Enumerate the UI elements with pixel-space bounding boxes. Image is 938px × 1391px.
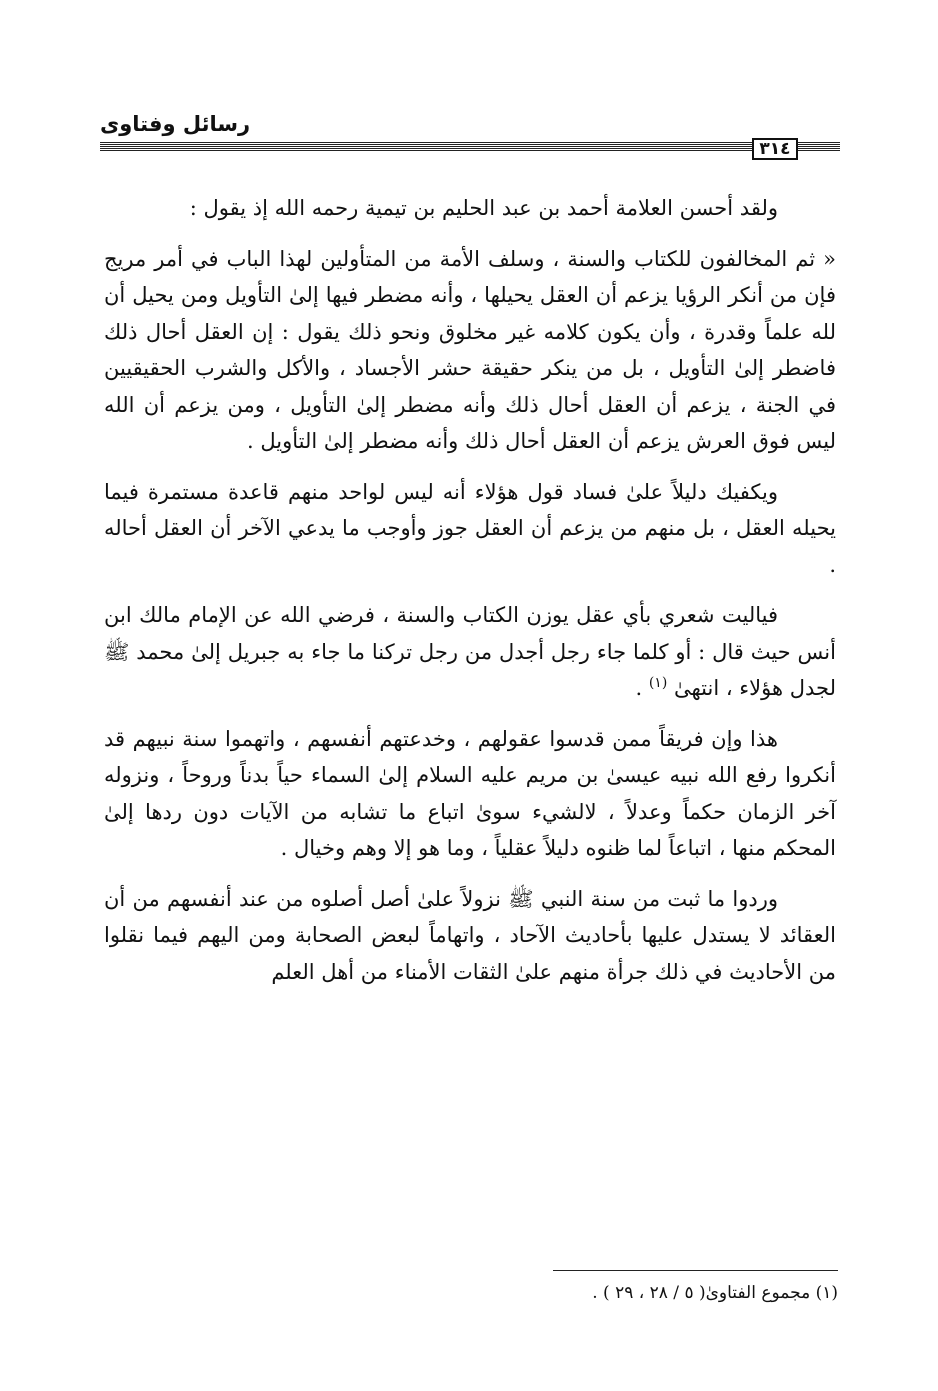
footnote-reference: (١) [648, 675, 668, 691]
footnote-separator [553, 1270, 838, 1271]
paragraph-malik-text: فياليت شعري بأي عقل يوزن الكتاب والسنة ، فرضي الله عن الإمام مالك ابن أنس حيث قال : أو كلما جاء رجل أجدل من رجل تركنا ما جاء به جبريل إلىٰ محمد ﷺ لجدل هؤلاء ، انتهىٰ [104, 603, 836, 700]
paragraph-sufficiency: ويكفيك دليلاً علىٰ فساد قول هؤلاء أنه ليس لواحد منهم قاعدة مستمرة فيما يحيله العقل ، بل منهم من يزعم أن العقل جوز وأوجب ما يدعي الآخر أن العقل أحاله . [104, 479, 836, 577]
header-rule-left [100, 142, 752, 152]
header-rule [100, 138, 840, 160]
header-rule-right [798, 142, 840, 152]
paragraph-malik-end: . [635, 676, 649, 700]
paragraph-sunnah: وردوا ما ثبت من سنة النبي ﷺ نزولاً علىٰ أصل أصلوه من عند أنفسهم من أن العقائد لا يستدل عليها بأحاديث الآحاد ، واتهاماً لبعض الصحابة ومن اليهم فيما نقلوا من الأحاديث في ذلك جرأة منهم علىٰ الثقات الأمناء من أهل العلم [104, 886, 836, 984]
paragraph-isa: هذا وإن فريقاً ممن قدسوا عقولهم ، وخدعتهم أنفسهم ، واتهموا سنة نبيهم قد أنكروا رفع الله نبيه عيسىٰ بن مريم عليه السلام إلىٰ السماء حياً بدناً وروحاً ، ونزوله آخر الزمان حكماً وعدلاً ، لالشيء سوىٰ اتباع ما تشابه من الآيات دون ردها إلىٰ المحكم منها ، اتباعاً لما ظنوه دليلاً عقلياً ، وما هو إلا وهم وخيال . [104, 726, 836, 860]
running-header-book-title: رسائل وفتاوى [100, 112, 251, 136]
paragraph-quote: « ثم المخالفون للكتاب والسنة ، وسلف الأمة من المتأولين لهذا الباب في أمر مريج فإن من أنكر الرؤيا يزعم أن العقل يحيلها ، وأنه مضطر فيها إلىٰ التأويل ومن يحيل أن لله علماً وقدرة ، وأن يكون كلامه غير مخلوق ونحو ذلك يقول : إن العقل أحال ذلك فاضطر إلىٰ التأويل ، بل من ينكر حقيقة حشر الأجساد ، والأكل والشرب الحقيقيين في الجنة ، يزعم أن العقل أحال ذلك وأنه مضطر إلىٰ التأويل ، ومن يزعم أن الله ليس فوق العرش يزعم أن العقل أحال ذلك وأنه مضطر إلىٰ التأويل . [104, 246, 836, 453]
page-number: ٣١٤ [752, 138, 798, 160]
paragraph-malik [104, 597, 836, 707]
footnote: (١) مجموع الفتاوىٰ( ٥ / ٢٨ ، ٢٩ ) . [592, 1283, 838, 1303]
body-text [104, 190, 836, 1004]
paragraph-intro: ولقد أحسن العلامة أحمد بن عبد الحليم بن تيمية رحمه الله إذ يقول : [189, 196, 778, 220]
